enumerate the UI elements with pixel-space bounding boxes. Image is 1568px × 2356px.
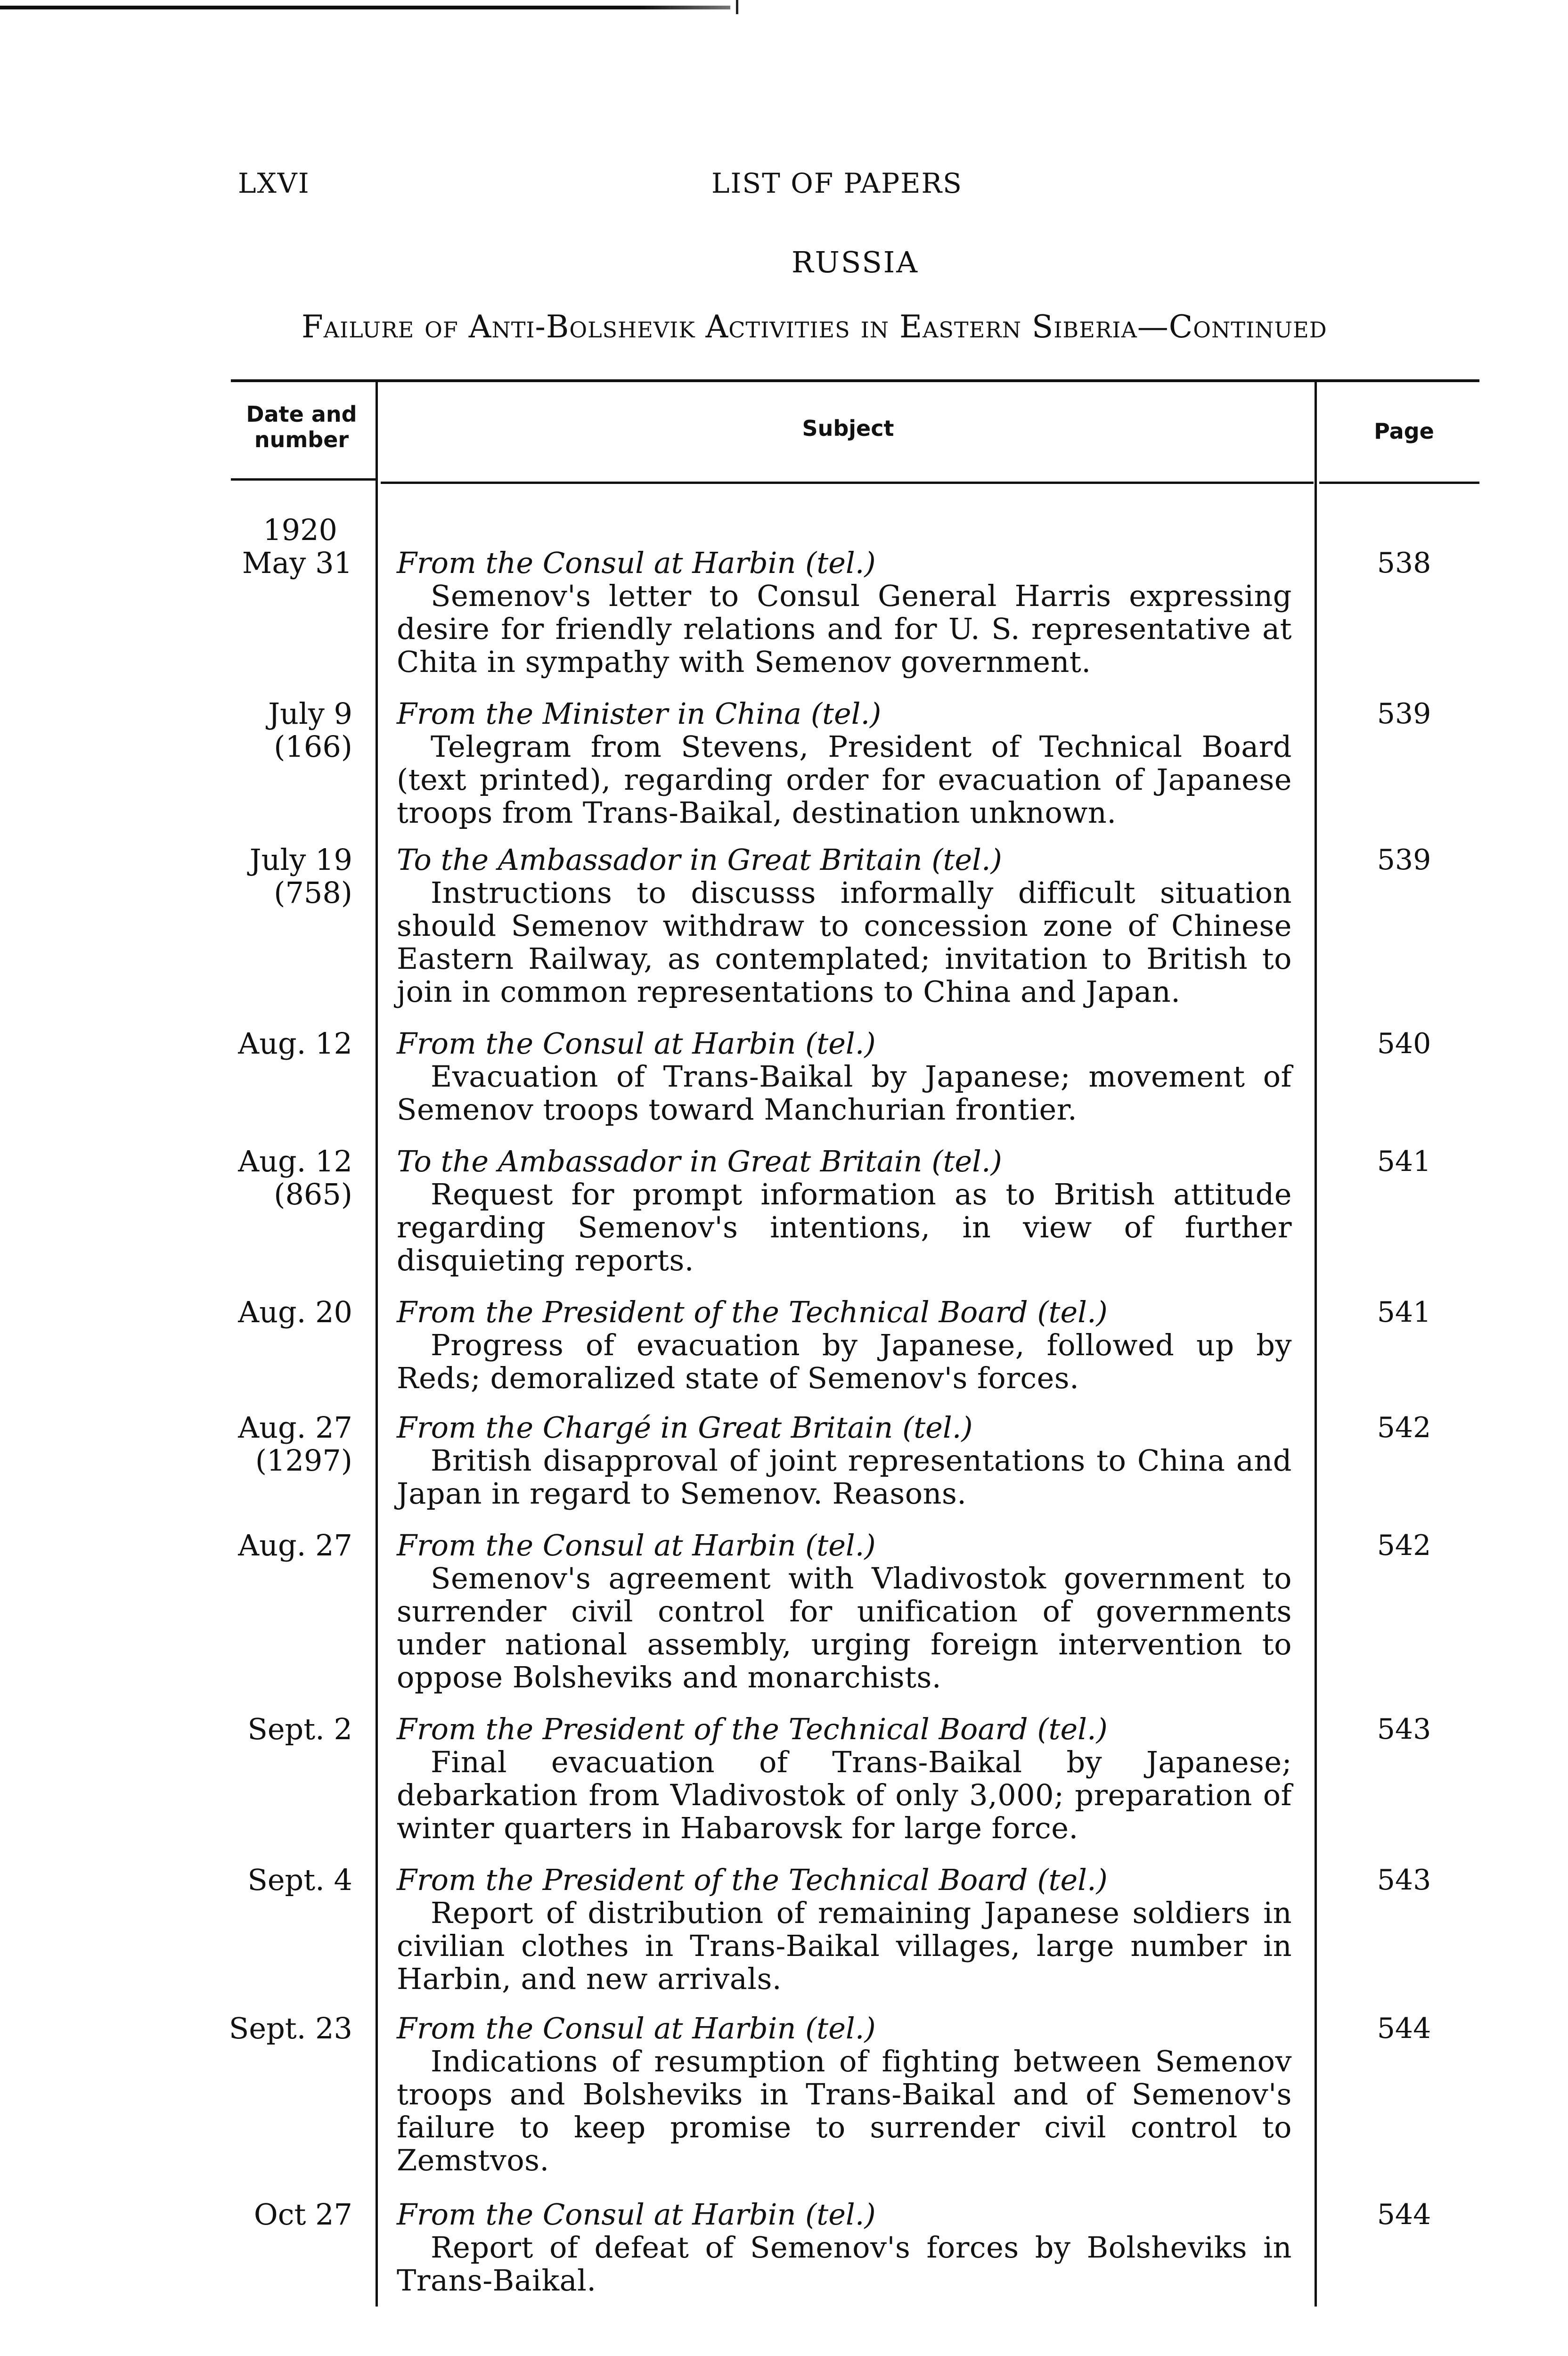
entry-page: 544	[1377, 2198, 1431, 2231]
column-divider-left	[376, 379, 378, 2307]
entry-from: From the Consul at Harbin (tel.)	[397, 1528, 876, 1562]
column-header-date: Date and number	[246, 401, 357, 452]
entry-page: 541	[1377, 1296, 1431, 1329]
entry-date: Aug. 12	[238, 1144, 352, 1178]
entry-from: From the Consul at Harbin (tel.)	[397, 546, 876, 580]
entry-from: From the President of the Technical Board (tel.)	[397, 1712, 1108, 1746]
header-rule-subject	[381, 482, 1314, 484]
entry-from: From the President of the Technical Board (tel.)	[397, 1295, 1108, 1329]
top-scan-rule	[0, 6, 730, 9]
entry-from: To the Ambassador in Great Britain (tel.)	[397, 843, 1002, 877]
entry-date: May 31	[242, 546, 352, 580]
entry-summary: Request for prompt information as to British attitude regarding Semenov's intentions, in view of further disquieting reports.	[397, 1177, 1292, 1277]
entry-date: July 9	[268, 696, 352, 731]
entry-from: To the Ambassador in Great Britain (tel.)	[397, 1144, 1002, 1178]
entry-page: 539	[1377, 843, 1431, 876]
entry-summary: Report of distribution of remaining Japanese soldiers in civilian clothes in Trans-Baikal villages, large number in Harbin, and new arrivals.	[397, 1896, 1292, 1996]
column-header-page: Page	[1374, 418, 1434, 444]
entry-summary: Final evacuation of Trans-Baikal by Japanese; debarkation from Vladivostok of only 3,000; preparation of winter quarters in Habarovsk for large force.	[397, 1745, 1292, 1845]
column-divider-right	[1315, 379, 1317, 2307]
entry-date: July 19	[249, 843, 352, 877]
entry-number: (865)	[274, 1177, 352, 1211]
header-rule-date	[231, 478, 377, 481]
entry-from: From the Chargé in Great Britain (tel.)	[397, 1410, 973, 1445]
top-scan-tick	[736, 0, 738, 14]
entry-summary: Semenov's letter to Consul General Harris expressing desire for friendly relations and for U. S. representative at Chita in sympathy with Semenov government.	[397, 579, 1292, 679]
entry-date: Aug. 20	[238, 1295, 352, 1329]
entry-number: (166)	[274, 729, 352, 764]
entry-from: From the Minister in China (tel.)	[397, 696, 882, 731]
entry-page: 539	[1377, 697, 1431, 730]
entry-page: 542	[1377, 1529, 1431, 1562]
entry-date: Oct 27	[253, 2197, 352, 2232]
entry-summary: Evacuation of Trans-Baikal by Japanese; movement of Semenov troops toward Manchurian frontier.	[397, 1059, 1292, 1127]
header-rule-page	[1319, 482, 1479, 484]
entry-summary: Report of defeat of Semenov's forces by Bolsheviks in Trans-Baikal.	[397, 2230, 1292, 2298]
entry-page: 541	[1377, 1145, 1431, 1178]
section-title: Failure of Anti-Bolshevik Activities in Eastern Siberia—Continued	[302, 309, 1327, 345]
entry-summary: Telegram from Stevens, President of Technical Board (text printed), regarding order for evacuation of Japanese troops from Trans-Baikal, destination unknown.	[397, 729, 1292, 830]
entry-page: 540	[1377, 1027, 1431, 1060]
entry-date: Aug. 27	[238, 1528, 352, 1562]
entry-date: Aug. 27	[238, 1410, 352, 1445]
page-number: LXVI	[238, 167, 310, 199]
entry-summary: Semenov's agreement with Vladivostok government to surrender civil control for unification of governments under national assembly, urging foreign intervention to oppose Bolsheviks and monarchists.	[397, 1561, 1292, 1694]
entry-summary: British disapproval of joint representations to China and Japan in regard to Semenov. Reasons.	[397, 1443, 1292, 1511]
entry-page: 543	[1377, 1713, 1431, 1746]
entry-page: 543	[1377, 1864, 1431, 1897]
entry-page: 538	[1377, 547, 1431, 580]
entry-from: From the Consul at Harbin (tel.)	[397, 2197, 876, 2232]
entry-date: Sept. 4	[247, 1863, 352, 1897]
entry-date: Sept. 2	[247, 1712, 352, 1746]
running-title: LIST OF PAPERS	[711, 167, 963, 199]
entry-from: From the Consul at Harbin (tel.)	[397, 2011, 876, 2045]
running-head	[0, 167, 1568, 200]
entry-number: (758)	[274, 875, 352, 910]
entry-date: Aug. 12	[238, 1026, 352, 1061]
entry-number: (1297)	[255, 1443, 352, 1478]
entry-page: 542	[1377, 1411, 1431, 1444]
country-heading: RUSSIA	[792, 245, 919, 279]
entry-date: Sept. 23	[229, 2011, 352, 2045]
entry-summary: Indications of resumption of fighting between Semenov troops and Bolsheviks in Trans-Baikal and of Semenov's failure to keep promise to surrender civil control to Zemstvos.	[397, 2044, 1292, 2177]
entry-from: From the President of the Technical Board (tel.)	[397, 1863, 1108, 1897]
column-header-subject: Subject	[802, 416, 894, 441]
entry-from: From the Consul at Harbin (tel.)	[397, 1026, 876, 1061]
entry-summary: Instructions to discusss informally difficult situation should Semenov withdraw to concession zone of Chinese Eastern Railway, as contemplated; invitation to British to join in common representations to China and Japan.	[397, 875, 1292, 1009]
year-label: 1920	[263, 513, 337, 547]
entry-summary: Progress of evacuation by Japanese, followed up by Reds; demoralized state of Semenov's forces.	[397, 1328, 1292, 1395]
table-top-rule	[231, 379, 1479, 382]
entry-page: 544	[1377, 2012, 1431, 2045]
